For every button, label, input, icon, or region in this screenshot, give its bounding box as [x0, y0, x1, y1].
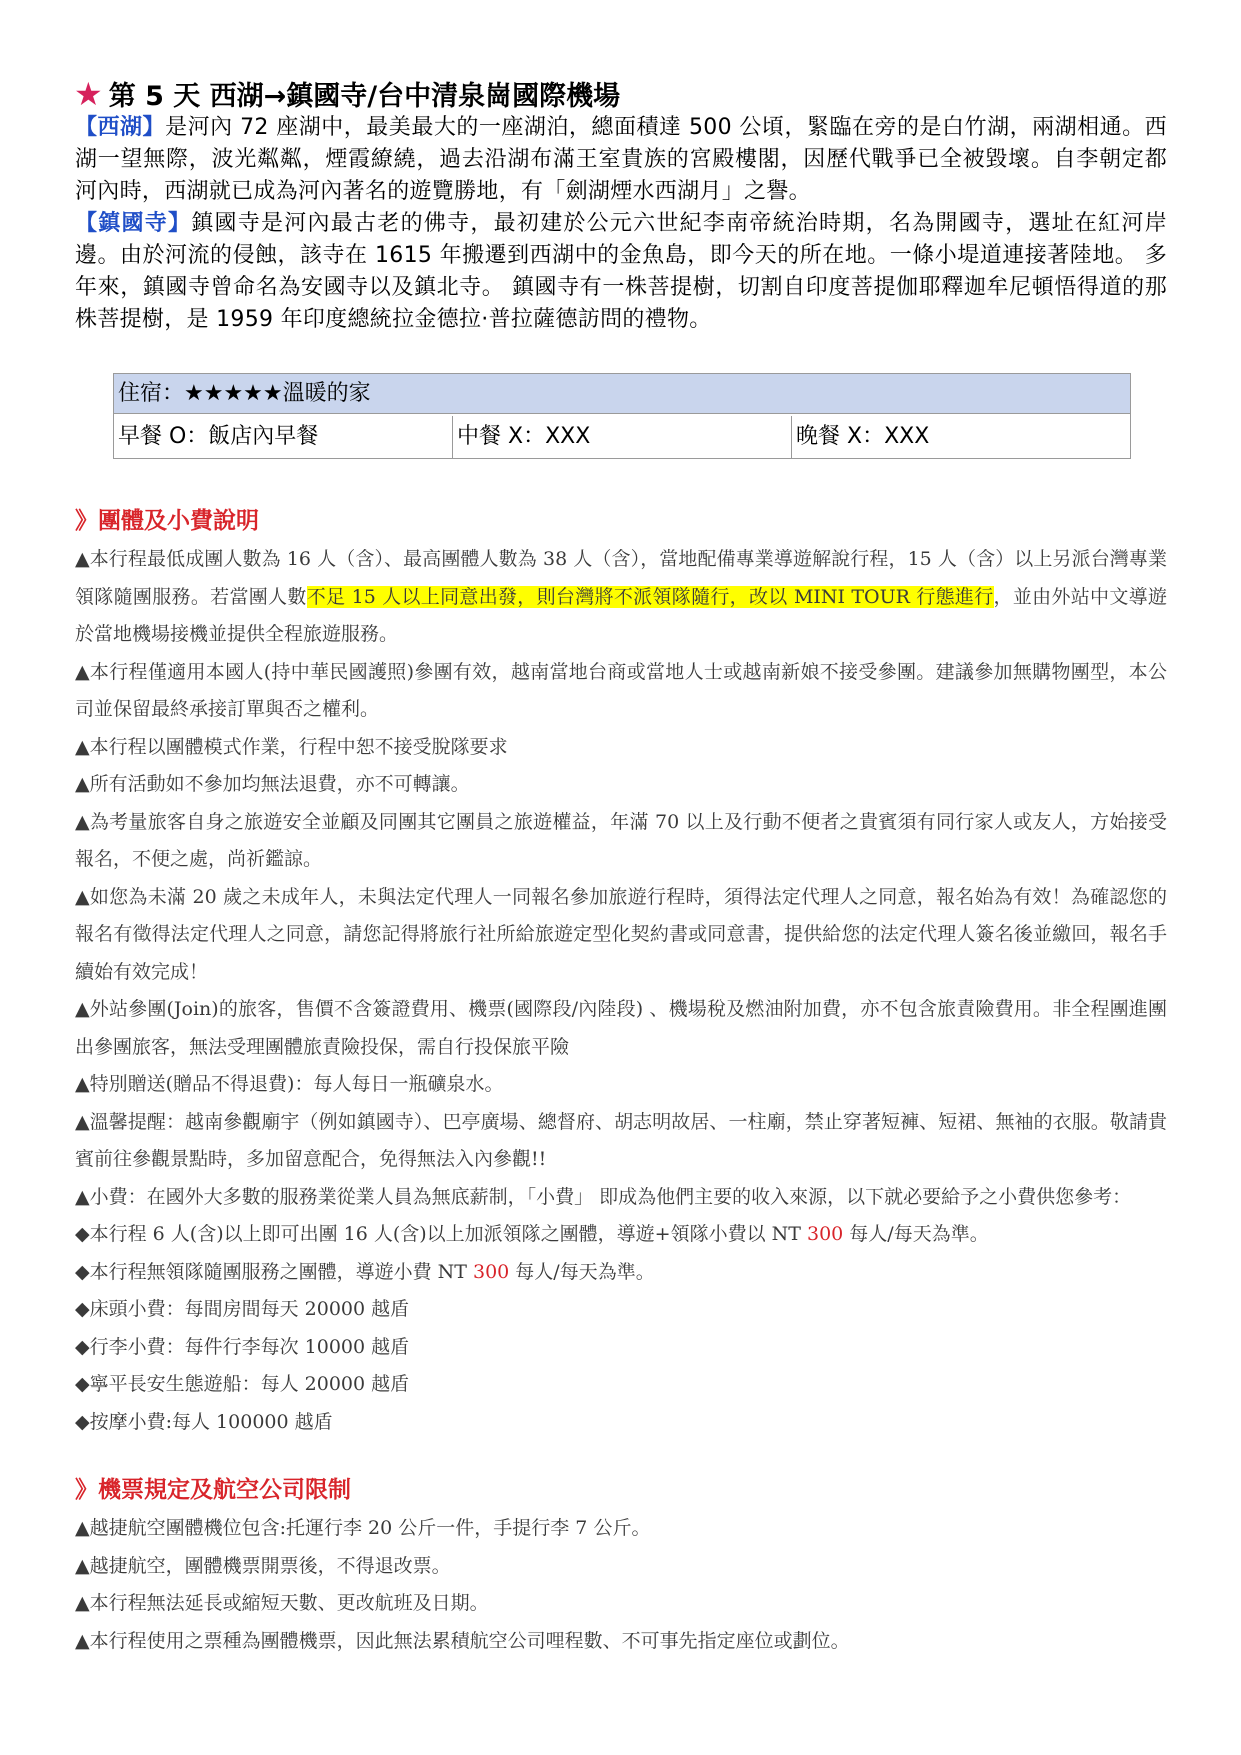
tip-note-text: 每人/每天為準。 [843, 1223, 989, 1245]
highlighted-note: 不足 15 人以上同意出發，則台灣將不派領隊隨行，改以 MINI TOUR 行態進行 [306, 585, 994, 608]
lunch-cell: 中餐 X：XXX [453, 416, 792, 458]
temple-text: 鎮國寺是河內最古老的佛寺，最初建於公元六世紀李南帝統治時期，名為開國寺，選址在紅河岸邊。由於河流的侵蝕，該寺在 1615 年搬遷到西湖中的金魚島，即今天的所在地。一條小堤道連接著陸地。 多年來，鎮國寺曾命名為安國寺以及鎮北寺。 鎮國寺有一株菩提樹，切割自印度菩提伽耶釋迦牟尼頓悟得道的那株菩提樹，是 1959 年印度總統拉金德拉·普拉薩德訪問的禮物。 [75, 211, 1167, 332]
group-note: ▲溫馨提醒：越南參觀廟宇（例如鎮國寺）、巴亭廣場、總督府、胡志明故居、一柱廟，禁止穿著短褲、短裙、無袖的衣服。敬請貴賓前往參觀景點時，多加留意配合，免得無法入內參觀!! [75, 1110, 1167, 1170]
tip-note-text: ◆本行程無領隊隨團服務之團體，導遊小費 NT [75, 1260, 473, 1283]
ticket-notes [75, 1510, 1167, 1660]
tip-note: ◆行李小費：每件行李每次 10000 越盾 [75, 1335, 410, 1358]
temple-tag: 【鎮國寺】 [75, 211, 192, 236]
group-note: ▲本行程以團體模式作業，行程中恕不接受脫隊要求 [75, 735, 508, 758]
meal-table [113, 373, 1131, 459]
group-note-text: ▲本行程最低成團人數為 16 人（含）、最高團體人數為 38 人（含），當地配備專業導遊解說行程，15 人（含）以上另派台灣專業領隊隨團服務。若當團人數 [75, 548, 1167, 608]
group-note: ▲為考量旅客自身之旅遊安全並顧及同團其它團員之旅遊權益，年滿 70 以上及行動不便者之貴賓須有同行家人或友人，方始接受報名，不便之處，尚祈鑑諒。 [75, 810, 1167, 870]
west-lake-paragraph [75, 112, 1167, 208]
tip-note: ◆寧平長安生態遊船：每人 20000 越盾 [75, 1373, 410, 1395]
hotel-cell: 住宿：★★★★★溫暖的家 [114, 374, 1130, 416]
breakfast-cell: 早餐 O：飯店內早餐 [114, 416, 453, 458]
tip-note-text: ◆本行程 6 人(含)以上即可出團 16 人(含)以上加派領隊之團體，導遊+領隊小費以 NT [75, 1223, 807, 1245]
ticket-section-title: 》機票規定及航空公司限制 [75, 1477, 351, 1503]
day-title-text: 第 5 天 西湖→鎮國寺/台中清泉崗國際機場 [108, 81, 621, 112]
tip-amount: 300 [806, 1223, 844, 1245]
group-section-title: 》團體及小費說明 [75, 508, 259, 534]
tip-note [75, 1216, 1167, 1254]
group-note: ▲如您為未滿 20 歲之未成年人，未與法定代理人一同報名參加旅遊行程時，須得法定代理人之同意，報名始為有效！為確認您的報名有徵得法定代理人之同意，請您記得將旅行社所給旅遊定型化契約書或同意書，提供給您的法定代理人簽名後並繳回，報名手續始有效完成！ [75, 885, 1167, 983]
day-title [74, 76, 620, 115]
group-note: ▲外站參團(Join)的旅客，售價不含簽證費用、機票(國際段/內陸段) 、機場稅及燃油附加費，亦不包含旅責險費用。非全程團進團出參團旅客，無法受理團體旅責險投保，需自行投保旅平險 [75, 998, 1167, 1058]
west-lake-tag: 【西湖】 [75, 115, 166, 140]
group-note: ▲特別贈送(贈品不得退費)：每人每日一瓶礦泉水。 [75, 1073, 504, 1095]
dinner-cell: 晚餐 X：XXX [796, 424, 930, 449]
meal-row [114, 416, 1130, 458]
tip-note: ◆按摩小費:每人 100000 越盾 [75, 1410, 333, 1433]
ticket-note: ▲越捷航空團體機位包含:托運行李 20 公斤一件，手提行李 7 公斤。 [75, 1517, 651, 1539]
group-note: ▲本行程僅適用本國人(持中華民國護照)參團有效，越南當地台商或當地人士或越南新娘不接受參團。建議參加無購物團型，本公司並保留最終承接訂單與否之權利。 [75, 660, 1167, 720]
ticket-note: ▲越捷航空，團體機票開票後，不得退改票。 [75, 1554, 451, 1577]
west-lake-text: 是河內 72 座湖中，最美最大的一座湖泊，總面積達 500 公頃，緊臨在旁的是白竹湖，兩湖相通。西湖一望無際，波光粼粼，煙霞繚繞，過去沿湖布滿王室貴族的宮殿樓閣，因歷代戰爭已全被毀壞。自李朝定都河內時，西湖就已成為河內著名的遊覽勝地，有「劍湖煙水西湖月」之譽。 [75, 115, 1167, 204]
tip-note: ◆床頭小費：每間房間每天 20000 越盾 [75, 1298, 410, 1320]
group-note [75, 541, 1167, 654]
group-note: ▲小費：在國外大多數的服務業從業人員為無底薪制，「小費」 即成為他們主要的收入來源，以下就必要給予之小費供您參考： [75, 1185, 1132, 1208]
tip-amount: 300 [473, 1260, 510, 1283]
temple-paragraph [75, 208, 1167, 336]
tip-note [75, 1254, 1167, 1292]
ticket-note: ▲本行程使用之票種為團體機票，因此無法累積航空公司哩程數、不可事先指定座位或劃位。 [75, 1629, 850, 1652]
group-notes [75, 541, 1167, 1441]
ticket-note: ▲本行程無法延長或縮短天數、更改航班及日期。 [75, 1592, 489, 1614]
group-note: ▲所有活動如不參加均無法退費，亦不可轉讓。 [75, 773, 470, 795]
group-note-text: ，並由外站中文導遊於當地機場接機並提供全程旅遊服務。 [75, 585, 1167, 645]
tip-note-text: 每人/每天為準。 [509, 1260, 655, 1283]
star-icon: ★ [74, 75, 103, 113]
